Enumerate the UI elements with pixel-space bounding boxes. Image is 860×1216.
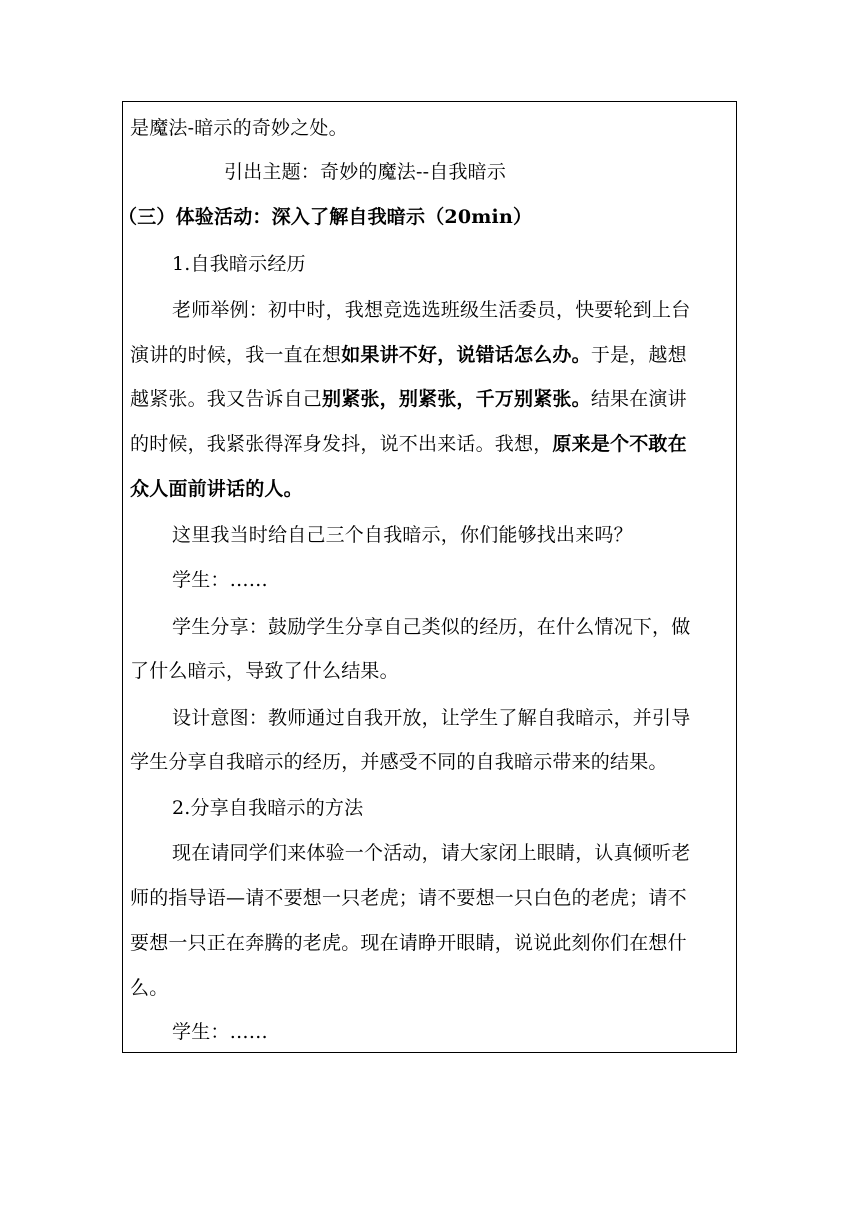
paragraph-line: 学生分享：鼓励学生分享自己类似的经历，在什么情况下，做 <box>172 616 691 638</box>
text-run: 越紧张。我又告诉自己 <box>130 388 323 410</box>
paragraph-line: 师的指导语—请不要想一只老虎；请不要想一只白色的老虎；请不 <box>130 887 687 909</box>
paragraph-line <box>172 298 690 322</box>
bold-text-run: 如果讲不好，说错话怎么办。 <box>341 344 591 366</box>
text-run: 于是，越想 <box>590 344 687 366</box>
section-heading: （三）体验活动：深入了解自我暗示（20min） <box>118 206 533 228</box>
bold-text-run: 别紧张，别紧张，千万别紧张。 <box>322 388 591 410</box>
student-response: 学生：…… <box>172 1021 269 1043</box>
bold-text-run: 众人面前讲话的人。 <box>130 478 303 500</box>
paragraph-line: 这里我当时给自己三个自我暗示，你们能够找出来吗？ <box>172 524 633 546</box>
text-run: 老师举例：初中时，我想竞选选班级生活委员，快要轮到上台 <box>172 299 691 321</box>
paragraph-line: 要想一只正在奔腾的老虎。现在请睁开眼睛，说说此刻你们在想什 <box>130 932 687 954</box>
paragraph-line <box>130 432 687 456</box>
paragraph-line <box>130 477 303 501</box>
paragraph-line: 设计意图：教师通过自我开放，让学生了解自我暗示，并引导 <box>172 707 691 729</box>
paragraph-line: 现在请同学们来体验一个活动，请大家闭上眼睛，认真倾听老 <box>172 842 691 864</box>
paragraph-line: 是魔法-暗示的奇妙之处。 <box>130 117 348 139</box>
text-run: 演讲的时候，我一直在想 <box>130 344 342 366</box>
student-response: 学生：…… <box>172 569 269 591</box>
paragraph-line <box>130 387 687 411</box>
paragraph-line <box>130 343 687 367</box>
text-run: 结果在演讲 <box>590 388 687 410</box>
subheading-1: 1.自我暗示经历 <box>172 253 306 275</box>
text-run: 的时候，我紧张得浑身发抖，说不出来话。我想， <box>130 433 553 455</box>
bold-text-run: 原来是个不敢在 <box>552 433 687 455</box>
subheading-2: 2.分享自我暗示的方法 <box>172 797 364 819</box>
topic-line: 引出主题：奇妙的魔法--自我暗示 <box>224 161 507 183</box>
paragraph-line: 学生分享自我暗示的经历，并感受不同的自我暗示带来的结果。 <box>130 751 668 773</box>
paragraph-line: 了什么暗示，导致了什么结果。 <box>130 660 399 682</box>
paragraph-line: 么。 <box>130 977 169 999</box>
